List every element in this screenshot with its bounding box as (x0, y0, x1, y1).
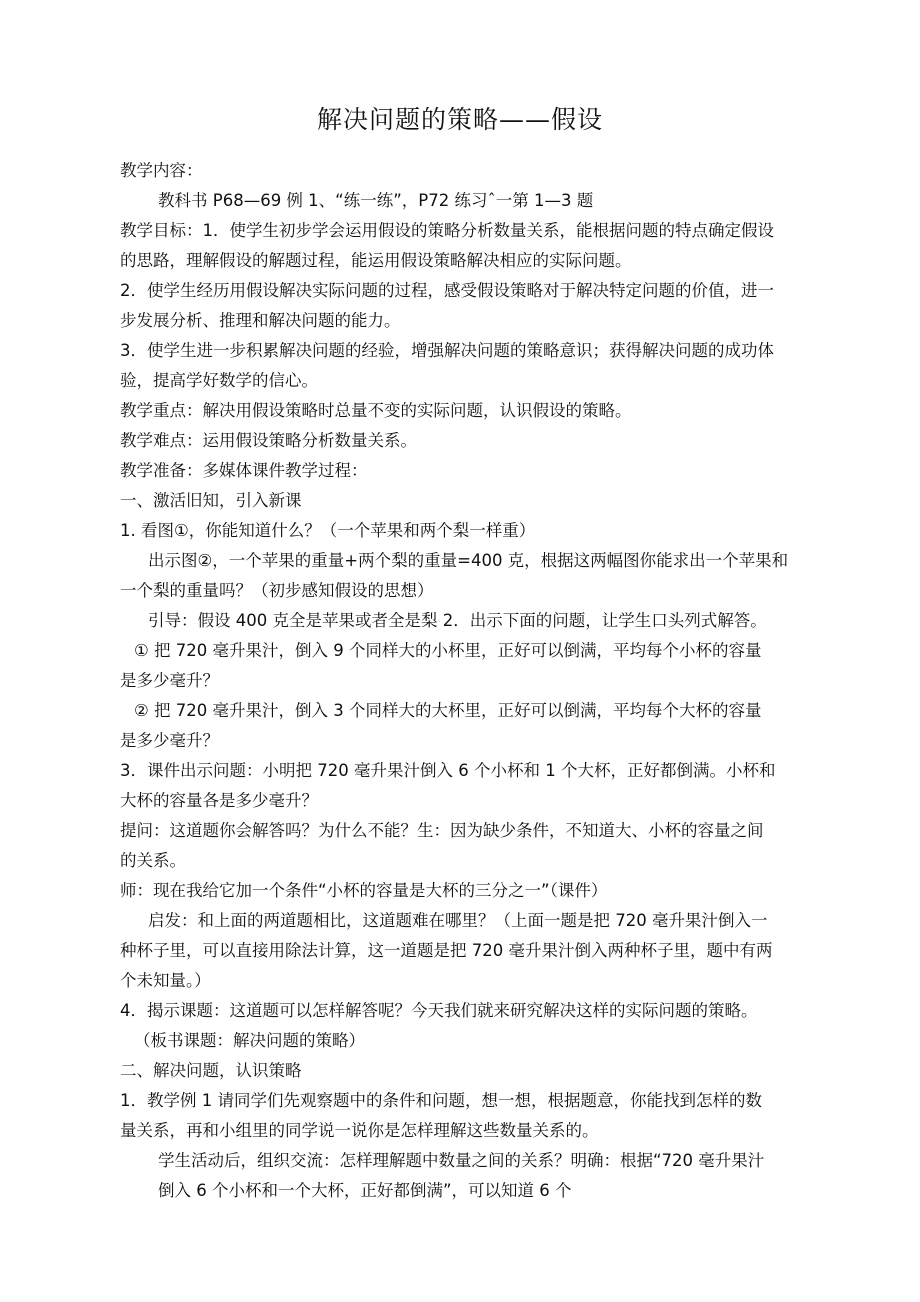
text-line: 教学难点：运用假设策略分析数量关系。 (120, 431, 417, 450)
text-line: 是多少毫升？ (120, 731, 219, 750)
document-title: 解决问题的策略——假设 (316, 105, 603, 134)
text-line: 步发展分析、推理和解决问题的能力。 (120, 311, 401, 330)
text-line: 种杯子里，可以直接用除法计算，这一道题是把 720 毫升果汁倒入两种杯子里，题中有两 (120, 941, 773, 960)
text-line: 是多少毫升？ (120, 671, 219, 690)
text-line: 量关系，再和小组里的同学说一说你是怎样理解这些数量关系的。 (120, 1121, 599, 1140)
text-line: ② 把 720 毫升果汁，倒入 3 个同样大的大杯里，正好可以倒满，平均每个大杯的容量 (134, 701, 762, 720)
text-line: 3．课件出示问题：小明把 720 毫升果汁倒入 6 个小杯和 1 个大杯，正好都倒满。小杯和 (120, 761, 776, 780)
text-line: 1．教学例 1 请同学们先观察题中的条件和问题，想一想，根据题意，你能找到怎样的数 (120, 1091, 762, 1110)
text-line: 2．使学生经历用假设解决实际问题的过程，感受假设策略对于解决特定问题的价值，进一 (120, 281, 774, 300)
text-line: 3．使学生进一步积累解决问题的经验，增强解决问题的策略意识；获得解决问题的成功体 (120, 341, 774, 360)
text-line: 一个梨的重量吗？（初步感知假设的思想） (120, 581, 434, 600)
document-body (120, 156, 855, 1206)
text-line: 教学目标：1．使学生初步学会运用假设的策略分析数量关系，能根据问题的特点确定假设 (120, 221, 774, 240)
text-line: 的关系。 (120, 851, 186, 870)
text-line: 大杯的容量各是多少毫升？ (120, 791, 318, 810)
text-line: 教学内容： (120, 161, 203, 180)
text-line: 师：现在我给它加一个条件“小杯的容量是大杯的三分之一”（课件） (120, 881, 608, 900)
text-line: ① 把 720 毫升果汁，倒入 9 个同样大的小杯里，正好可以倒满，平均每个小杯的容量 (134, 641, 762, 660)
text-line: 引导：假设 400 克全是苹果或者全是梨 2．出示下面的问题，让学生口头列式解答。 (148, 611, 767, 630)
text-line: 倒入 6 个小杯和一个大杯，正好都倒满”，可以知道 6 个 (158, 1181, 572, 1200)
text-line: 一、激活旧知，引入新课 (120, 491, 302, 510)
text-line: 1. 看图①，你能知道什么？（一个苹果和两个梨一样重） (120, 521, 536, 540)
text-line: 教学准备：多媒体课件教学过程： (120, 461, 368, 480)
text-line: 二、解决问题，认识策略 (120, 1061, 302, 1080)
text-line: 启发：和上面的两道题相比，这道题难在哪里？（上面一题是把 720 毫升果汁倒入一 (148, 911, 768, 930)
text-line: 的思路，理解假设的解题过程，能运用假设策略解决相应的实际问题。 (120, 251, 632, 270)
text-line: 学生活动后，组织交流：怎样理解题中数量之间的关系？明确：根据“720 毫升果汁 (158, 1151, 765, 1170)
text-line: 提问：这道题你会解答吗？为什么不能？生：因为缺少条件，不知道大、小杯的容量之间 (120, 821, 764, 840)
text-line: （板书课题：解决问题的策略） (134, 1031, 365, 1050)
text-line: 验，提高学好数学的信心。 (120, 371, 318, 390)
text-line: 出示图②，一个苹果的重量+两个梨的重量=400 克，根据这两幅图你能求出一个苹果和 (148, 551, 789, 570)
text-line: 教学重点：解决用假设策略时总量不变的实际问题，认识假设的策略。 (120, 401, 632, 420)
text-line: 4．揭示课题：这道题可以怎样解答呢？今天我们就来研究解决这样的实际问题的策略。 (120, 1001, 758, 1020)
text-line: 个未知量。） (120, 971, 211, 990)
text-line: 教科书 P68—69 例 1、“练一练”，P72 练习ˆ一第 1—3 题 (158, 191, 594, 210)
